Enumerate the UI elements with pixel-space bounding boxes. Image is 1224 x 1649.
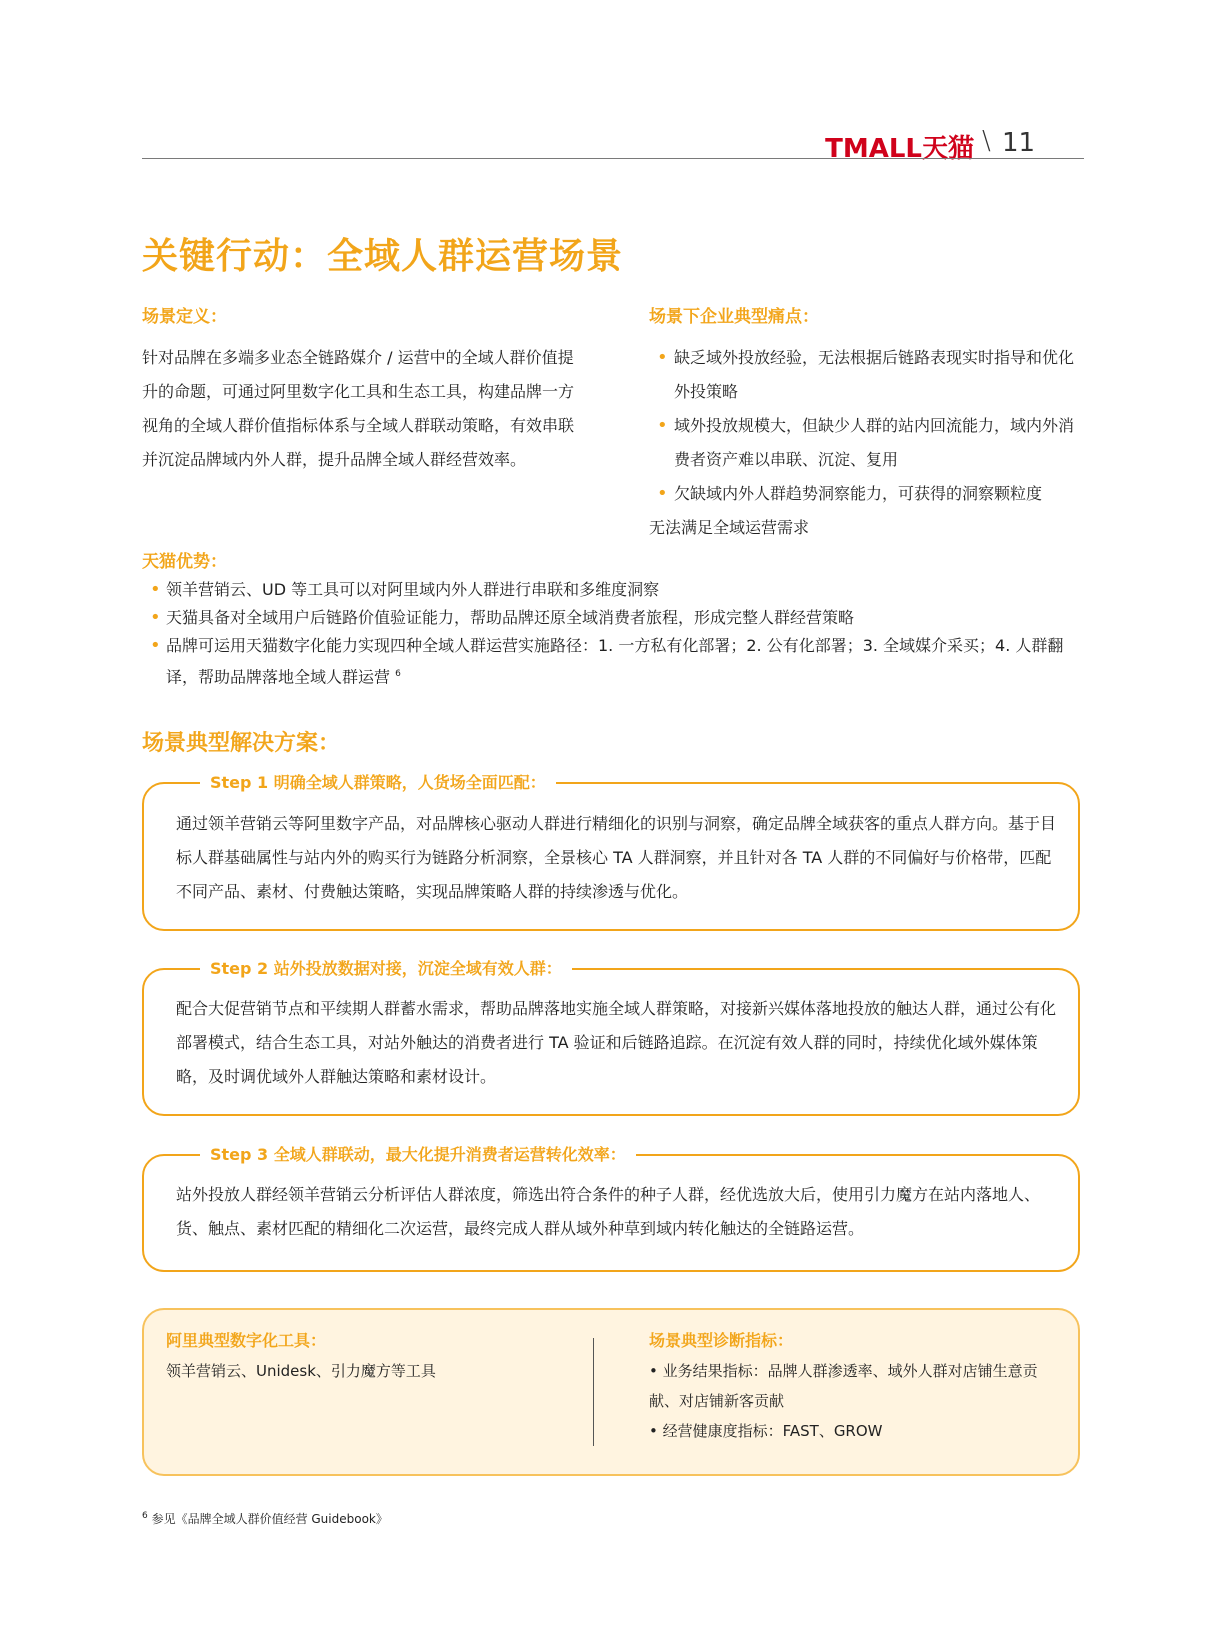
advantages-list — [148, 576, 1088, 691]
page-title: 关键行动：全域人群运营场景 — [142, 236, 624, 277]
step-3-title: Step 3 全域人群联动，最大化提升消费者运营转化效率： — [200, 1142, 636, 1165]
definition-label: 场景定义： — [142, 307, 227, 327]
step-2-title: Step 2 站外投放数据对接，沉淀全域有效人群： — [200, 956, 572, 979]
footnote-text: 参见《品牌全域人群价值经营 Guidebook》 — [151, 1512, 388, 1526]
step-1-title: Step 1 明确全域人群策略，人货场全面匹配： — [200, 770, 556, 793]
pain-point-item: • 欠缺域内外人群趋势洞察能力，可获得的洞察颗粒度 — [649, 477, 1089, 511]
solutions-label: 场景典型解决方案： — [142, 731, 341, 756]
pain-point-item: • 域外投放规模大，但缺少人群的站内回流能力，域内外消费者资产难以串联、沉淀、复用 — [649, 409, 1089, 477]
advantage-item: • 天猫具备对全域用户后链路价值验证能力，帮助品牌还原全域消费者旅程，形成完整人群经营策略 — [148, 604, 1088, 632]
header-divider — [142, 158, 1084, 159]
metrics-list — [649, 1356, 1059, 1446]
advantage-item — [148, 632, 1088, 691]
step-1-text: 通过领羊营销云等阿里数字产品，对品牌核心驱动人群进行精细化的识别与洞察，确定品牌全域获客的重点人群方向。基于目标人群基础属性与站内外的购买行为链路分析洞察，全景核心 TA 人群洞察，并且针对各 TA 人群的不同偏好与价格带，匹配不同产品、素材、付费触达策略，实现品牌策略人群的持续渗透与优化。 — [176, 814, 1057, 901]
advantage-item: • 领羊营销云、UD 等工具可以对阿里域内外人群进行串联和多维度洞察 — [148, 576, 1088, 604]
advantage-item-text: 品牌可运用天猫数字化能力实现四种全域人群运营实施路径：1. 一方私有化部署；2. 公有化部署；3. 全域媒介采买；4. 人群翻译，帮助品牌落地全域人群运营 — [166, 636, 1064, 687]
panel-divider — [593, 1338, 594, 1446]
step-3-text: 站外投放人群经领羊营销云分析评估人群浓度，筛选出符合条件的种子人群，经优选放大后，使用引力魔方在站内落地人、货、触点、素材匹配的精细化二次运营，最终完成人群从域外种草到域内转化触达的全链路运营。 — [176, 1185, 1041, 1238]
footnote-marker: 6 — [395, 669, 401, 679]
page-number: 11 — [1002, 128, 1036, 158]
definition-text: 针对品牌在多端多业态全链路媒介 / 运营中的全域人群价值提升的命题，可通过阿里数字化工具和生态工具，构建品牌一方视角的全域人群价值指标体系与全域人群联动策略，有效串联并沉淀品牌域内外人群，提升品牌全域人群经营效率。 — [142, 348, 575, 469]
footnote — [142, 1510, 388, 1527]
footnote-number: 6 — [142, 1511, 148, 1521]
metric-item: • 业务结果指标：品牌人群渗透率、域外人群对店铺生意贡献、对店铺新客贡献 — [649, 1362, 1038, 1410]
pain-points-list — [649, 341, 1089, 545]
header-separator: \ — [982, 126, 991, 156]
tools-label: 阿里典型数字化工具： — [166, 1331, 327, 1350]
brand-logo: TMALL天猫 — [825, 134, 974, 164]
tools-text: 领羊营销云、Unidesk、引力魔方等工具 — [166, 1362, 436, 1380]
step-2-text: 配合大促营销节点和平续期人群蓄水需求，帮助品牌落地实施全域人群策略，对接新兴媒体落地投放的触达人群，通过公有化部署模式，结合生态工具，对站外触达的消费者进行 TA 验证和后链路追踪。在沉淀有效人群的同时，持续优化域外媒体策略，及时调优域外人群触达策略和素材设计。 — [176, 999, 1057, 1086]
pain-point-item: • 缺乏域外投放经验，无法根据后链路表现实时指导和优化外投策略 — [649, 341, 1089, 409]
pain-point-tail: 无法满足全域运营需求 — [649, 518, 810, 537]
metrics-label: 场景典型诊断指标： — [649, 1331, 794, 1350]
advantages-label: 天猫优势： — [142, 552, 227, 572]
pain-points-label: 场景下企业典型痛点： — [649, 307, 819, 327]
metric-item: • 经营健康度指标：FAST、GROW — [649, 1422, 883, 1440]
